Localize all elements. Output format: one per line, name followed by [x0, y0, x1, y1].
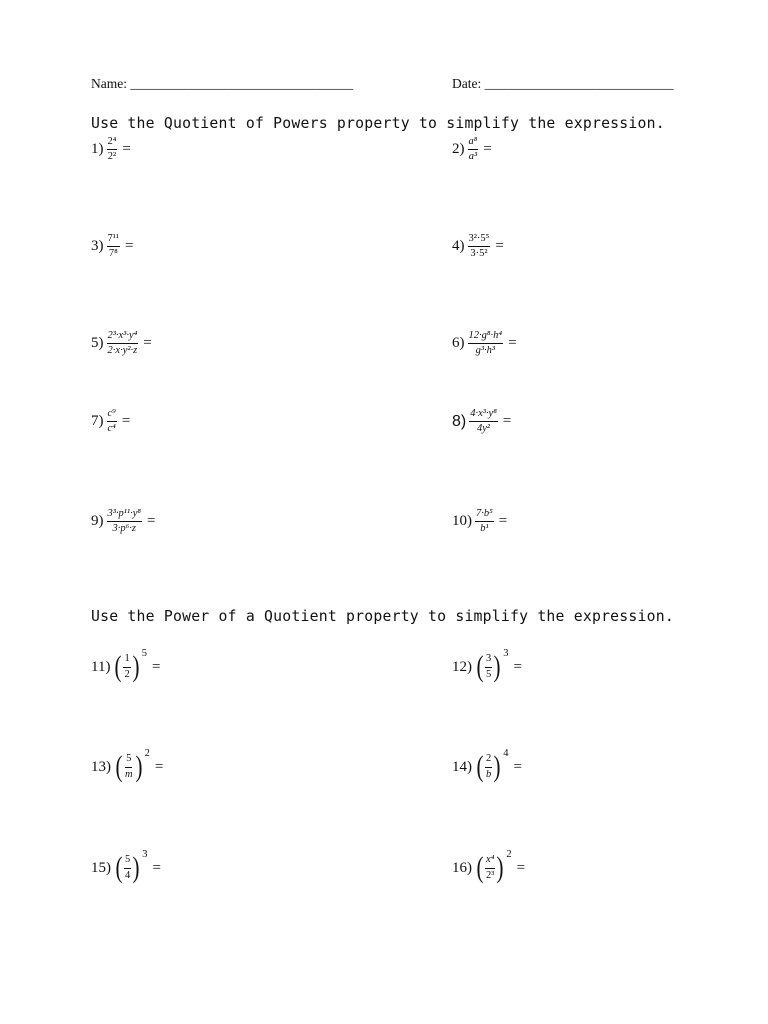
problem-number: 1) [91, 141, 104, 158]
date-field-label: Date: ____________________________ [452, 76, 674, 91]
denominator: a³ [468, 151, 478, 163]
problem-12 [452, 647, 522, 683]
equals-sign: = [495, 238, 504, 255]
problem-number: 11) [91, 658, 111, 675]
problem-number: 6) [452, 335, 465, 352]
fraction [468, 330, 504, 357]
fraction [107, 233, 121, 260]
problem-number: 2) [452, 141, 465, 158]
numerator: 5 [124, 854, 131, 868]
numerator: x⁴ [485, 854, 495, 868]
numerator: a⁸ [468, 136, 479, 150]
right-paren: ) [493, 650, 501, 683]
equals-sign: = [498, 513, 508, 530]
problem-number: 9) [91, 513, 104, 530]
parenthesized-fraction [475, 848, 512, 884]
fraction [485, 854, 495, 881]
equals-sign: = [508, 335, 517, 352]
denominator: 5 [486, 668, 492, 680]
left-paren: ( [115, 750, 123, 783]
problem-7 [91, 408, 130, 435]
problem-number: 14) [452, 758, 472, 775]
fraction [107, 408, 117, 435]
equals-sign: = [502, 413, 512, 430]
parenthesized-fraction [113, 647, 147, 683]
exponent: 5 [141, 647, 147, 659]
parenthesized-fraction [475, 647, 509, 683]
denominator: b¹ [480, 523, 489, 535]
right-paren: ) [496, 851, 504, 884]
section2-title: Use the Power of a Quotient property to simplify the expression. [91, 608, 674, 625]
fraction [124, 854, 131, 881]
equals-sign: = [154, 758, 164, 775]
problem-number: 7) [91, 413, 104, 430]
exponent: 3 [142, 848, 148, 860]
exponent: 3 [503, 647, 509, 659]
denominator: 2 [124, 668, 130, 680]
problem-number: 15) [91, 859, 111, 876]
name-field-label: Name: _________________________________ [91, 76, 354, 91]
equals-sign: = [151, 658, 161, 675]
fraction [468, 233, 491, 260]
denominator: 4y² [477, 423, 491, 435]
exponent: 2 [144, 747, 150, 759]
denominator: 2³ [486, 869, 495, 881]
problem-10 [452, 508, 507, 535]
equals-sign: = [121, 413, 131, 430]
numerator: 7¹¹ [107, 233, 121, 247]
numerator: c⁹ [107, 408, 117, 422]
fraction [124, 753, 134, 780]
fraction [485, 653, 492, 680]
problem-11 [91, 647, 161, 683]
problem-1 [91, 136, 131, 163]
parenthesized-fraction [475, 747, 509, 783]
denominator: 2·x·y²·z [107, 345, 138, 357]
fraction [468, 136, 479, 163]
denominator: 3·p⁶·z [112, 523, 136, 535]
right-paren: ) [493, 750, 501, 783]
exponent: 2 [506, 848, 512, 860]
parenthesized-fraction [114, 848, 148, 884]
denominator: 3·5² [470, 248, 488, 260]
right-paren: ) [132, 650, 140, 683]
denominator: g³·h³ [475, 345, 495, 357]
problem-15 [91, 848, 161, 884]
fraction [475, 508, 494, 535]
equals-sign: = [122, 141, 131, 158]
denominator: 7⁸ [108, 248, 118, 260]
numerator: 2 [485, 753, 492, 767]
numerator: 3 [485, 653, 492, 667]
denominator: 4 [125, 869, 131, 881]
problem-number: 4) [452, 238, 465, 255]
numerator: 4·x³·y⁸ [469, 408, 498, 422]
fraction [469, 408, 498, 435]
section1-title: Use the Quotient of Powers property to simplify the expression. [91, 115, 665, 132]
problem-6 [452, 330, 517, 357]
right-paren: ) [132, 851, 140, 884]
equals-sign: = [513, 758, 522, 775]
left-paren: ( [114, 650, 122, 683]
exponent: 4 [503, 747, 509, 759]
denominator: 2² [107, 151, 117, 163]
problem-14 [452, 747, 522, 783]
problem-number: 8) [452, 412, 467, 430]
numerator: 5 [125, 753, 132, 767]
problem-number: 12) [452, 658, 472, 675]
problem-8 [452, 408, 511, 435]
problem-3 [91, 233, 134, 260]
problem-number: 10) [452, 513, 472, 530]
fraction [485, 753, 492, 780]
problem-number: 5) [91, 335, 104, 352]
left-paren: ( [115, 851, 123, 884]
parenthesized-fraction [114, 747, 150, 783]
right-paren: ) [135, 750, 143, 783]
numerator: 3³·p¹¹·y⁸ [107, 508, 143, 522]
fraction [107, 136, 118, 163]
problem-5 [91, 330, 152, 357]
fraction [123, 653, 130, 680]
fraction [107, 508, 143, 535]
numerator: 1 [123, 653, 130, 667]
problem-number: 13) [91, 758, 111, 775]
denominator: b [486, 768, 492, 780]
problem-4 [452, 233, 504, 260]
problem-13 [91, 747, 164, 783]
denominator: m [125, 768, 133, 780]
left-paren: ( [476, 650, 484, 683]
left-paren: ( [476, 851, 484, 884]
problem-9 [91, 508, 155, 535]
problem-number: 16) [452, 859, 472, 876]
equals-sign: = [147, 513, 156, 530]
problem-16 [452, 848, 526, 884]
equals-sign: = [513, 658, 522, 675]
fraction [107, 330, 139, 357]
numerator: 2⁴ [107, 136, 118, 150]
equals-sign: = [143, 335, 152, 352]
numerator: 7·b⁵ [475, 508, 494, 522]
equals-sign: = [483, 141, 492, 158]
left-paren: ( [476, 750, 484, 783]
equals-sign: = [516, 859, 526, 876]
problem-number: 3) [91, 238, 104, 255]
equals-sign: = [152, 859, 161, 876]
equals-sign: = [125, 238, 134, 255]
denominator: c⁴ [107, 423, 116, 435]
problem-2 [452, 136, 492, 163]
numerator: 2³·x³·y⁴ [107, 330, 139, 344]
numerator: 3²·5⁵ [468, 233, 491, 247]
numerator: 12·g⁸·h⁴ [468, 330, 504, 344]
